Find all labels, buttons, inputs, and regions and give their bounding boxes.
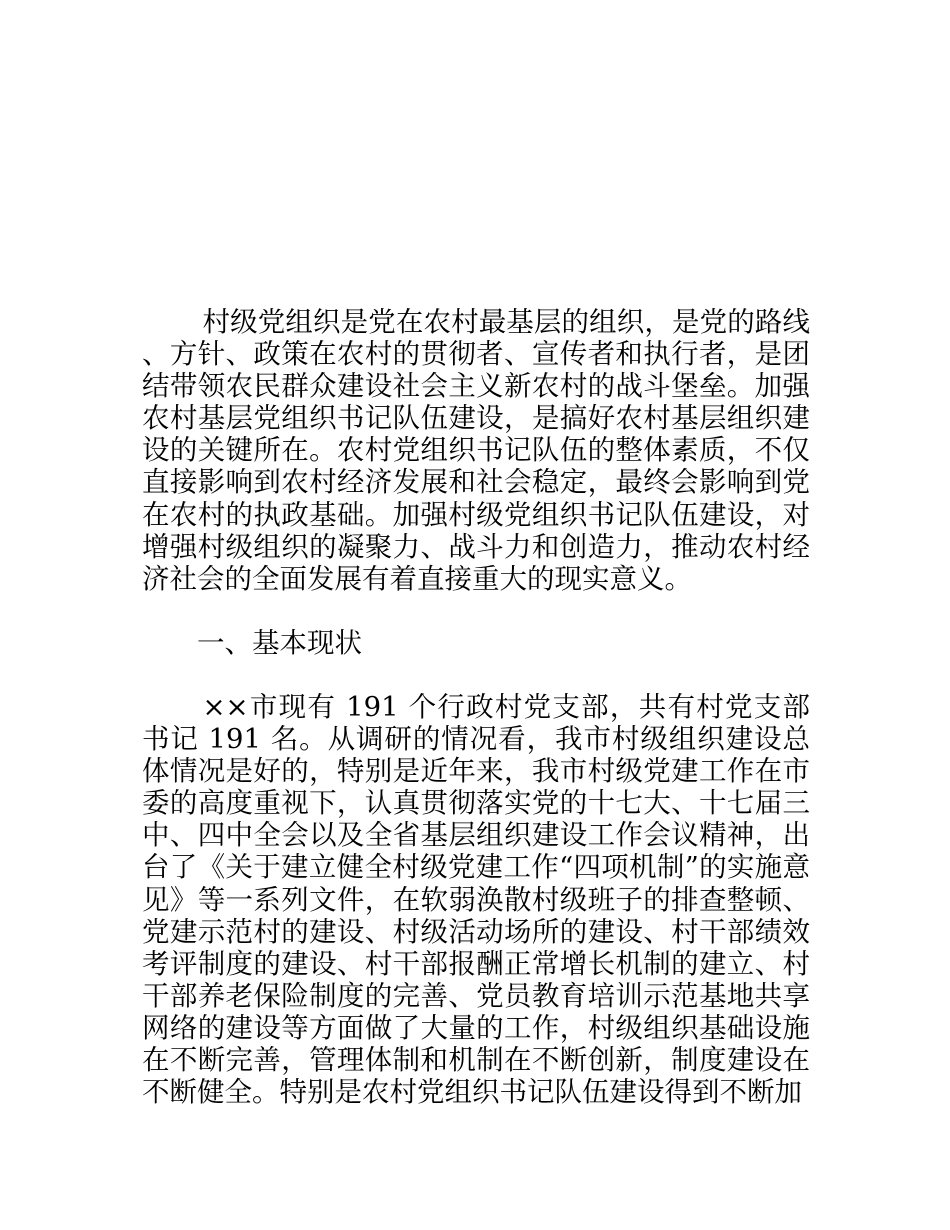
intro-paragraph: 村级党组织是党在农村最基层的组织，是党的路线、方针、政策在农村的贯彻者、宣传者和执行者，是团结带领农民群众建设社会主义新农村的战斗堡垒。加强农村基层党组织书记队伍建设，是搞好农村基层组织建设的关键所在。农村党组织书记队伍的整体素质，不仅直接影响到农村经济发展和社会稳定，最终会影响到党在农村的执政基础。加强村级党组织书记队伍建设，对增强村级组织的凝聚力、战斗力和创造力，推动农村经济社会的全面发展有着直接重大的现实意义。 (142, 306, 810, 595)
section-heading: 一、基本现状 (197, 626, 362, 659)
status-paragraph: ××市现有 191 个行政村党支部，共有村党支部书记 191 名。从调研的情况看，我市村级组织建设总体情况是好的，特别是近年来，我市村级党建工作在市委的高度重视下，认真贯彻落实党的十七大、十七届三中、四中全会以及全省基层组织建设工作会议精神，出台了《关于建立健全村级党建工作“四项机制”的实施意见》等一系列文件，在软弱涣散村级班子的排查整顿、党建示范村的建设、村级活动场所的建设、村干部绩效考评制度的建设、村干部报酬正常增长机制的建立、村干部养老保险制度的完善、党员教育培训示范基地共享网络的建设等方面做了大量的工作，村级组织基础设施在不断完善，管理体制和机制在不断创新，制度建设在不断健全。特别是农村党组织书记队伍建设得到不断加 (142, 690, 810, 1109)
document-body (142, 306, 810, 1108)
